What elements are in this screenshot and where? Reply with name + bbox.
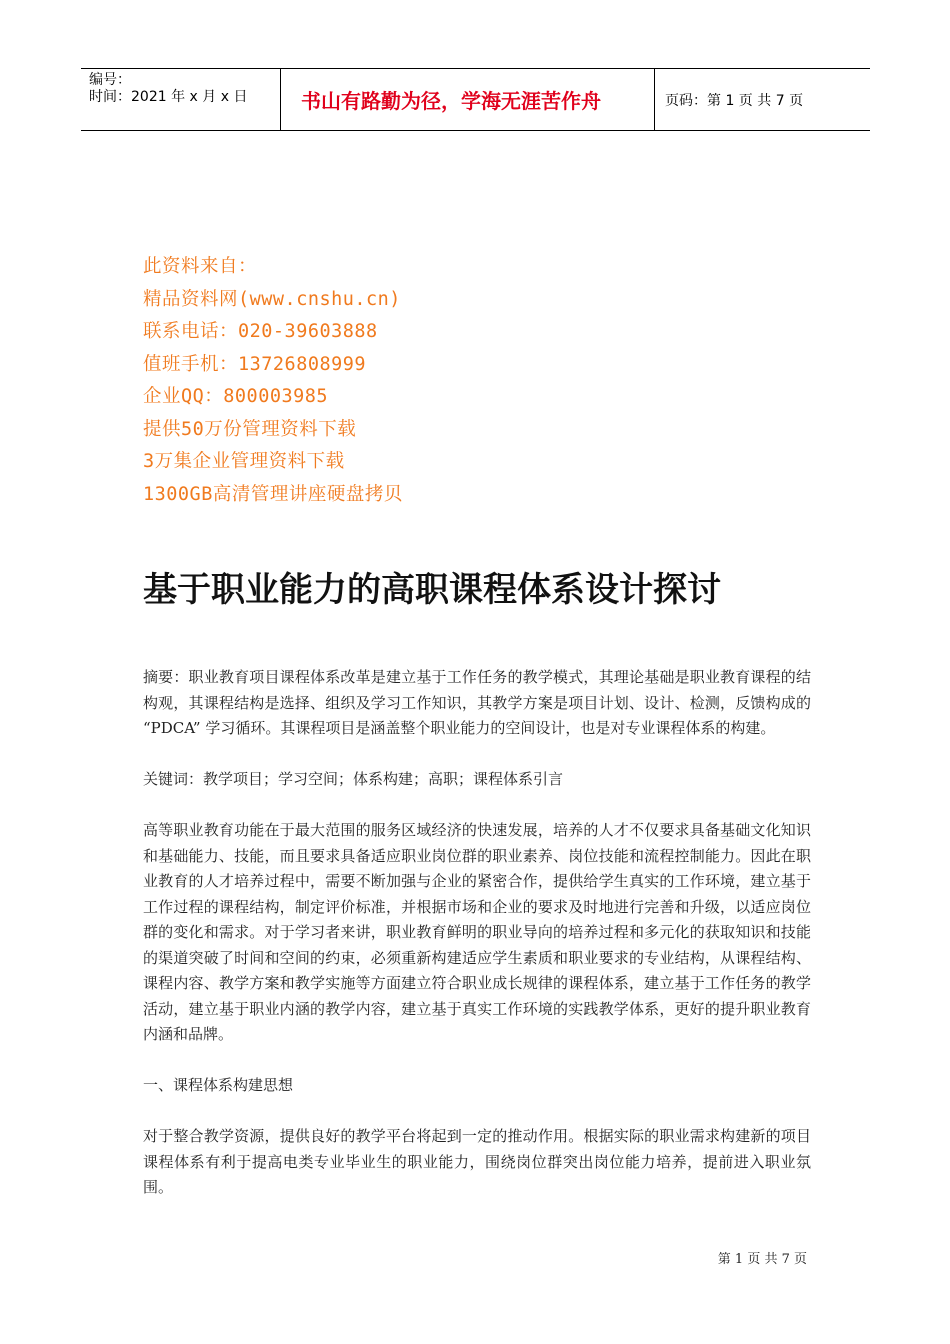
document-body — [143, 665, 811, 1226]
page-footer: 第 1 页 共 7 页 — [717, 1252, 807, 1267]
promo-line: 提供50万份管理资料下载 — [143, 418, 357, 440]
document-title: 基于职业能力的高职课程体系设计探讨 — [143, 570, 721, 610]
doc-code-label: 编号： — [89, 72, 131, 88]
keywords-paragraph: 关键词：教学项目；学习空间；体系构建；高职；课程体系引言 — [143, 770, 564, 788]
section-heading: 一、课程体系构建思想 — [143, 1076, 294, 1094]
section-paragraph: 对于整合教学资源，提供良好的教学平台将起到一定的推动作用。根据实际的职业需求构建新的项目课程体系有利于提高电类专业毕业生的职业能力，围绕岗位群突出岗位能力培养，提前进入职业氛围。 — [143, 1127, 811, 1196]
header-meta — [81, 69, 281, 130]
promo-block — [143, 251, 403, 511]
header-motto: 书山有路勤为径，学海无涯苦作舟 — [281, 69, 655, 130]
header-page-info: 页码：第 1 页 共 7 页 — [665, 92, 804, 109]
promo-line: 此资料来自： — [143, 256, 258, 277]
promo-line: 值班手机：13726808999 — [143, 353, 367, 375]
abstract-paragraph: 摘要：职业教育项目课程体系改革是建立基于工作任务的教学模式，其理论基础是职业教育课程的结构观，其课程结构是选择、组织及学习工作知识，其教学方案是项目计划、设计、检测，反馈构成的 “PDCA” 学习循环。其课程项目是涵盖整个职业能力的空间设计，也是对专业课程体系的构建。 — [143, 668, 811, 737]
promo-line: 企业QQ：800003985 — [143, 386, 329, 407]
promo-line: 3万集企业管理资料下载 — [143, 451, 345, 472]
page-header — [81, 68, 870, 131]
promo-line: 精品资料网(www.cnshu.cn) — [143, 288, 401, 310]
promo-line: 1300GB高清管理讲座硬盘拷贝 — [143, 483, 403, 505]
intro-paragraph: 高等职业教育功能在于最大范围的服务区域经济的快速发展，培养的人才不仅要求具备基础文化知识和基础能力、技能，而且要求具备适应职业岗位群的职业素养、岗位技能和流程控制能力。因此在职业教育的人才培养过程中，需要不断加强与企业的紧密合作，提供给学生真实的工作环境，建立基于工作过程的课程结构，制定评价标准，并根据市场和企业的要求及时地进行完善和升级，以适应岗位群的变化和需求。对于学习者来讲，职业教育鲜明的职业导向的培养过程和多元化的获取知识和技能的渠道突破了时间和空间的约束，必须重新构建适应学生素质和职业要求的专业结构，从课程结构、课程内容、教学方案和教学实施等方面建立符合职业成长规律的课程体系，建立基于工作任务的教学活动，建立基于职业内涵的教学内容，建立基于真实工作环境的实践教学体系，更好的提升职业教育内涵和品牌。 — [143, 821, 811, 1043]
doc-time-label: 时间：2021 年 x 月 x 日 — [89, 89, 248, 105]
promo-line: 联系电话：020-39603888 — [143, 321, 378, 342]
